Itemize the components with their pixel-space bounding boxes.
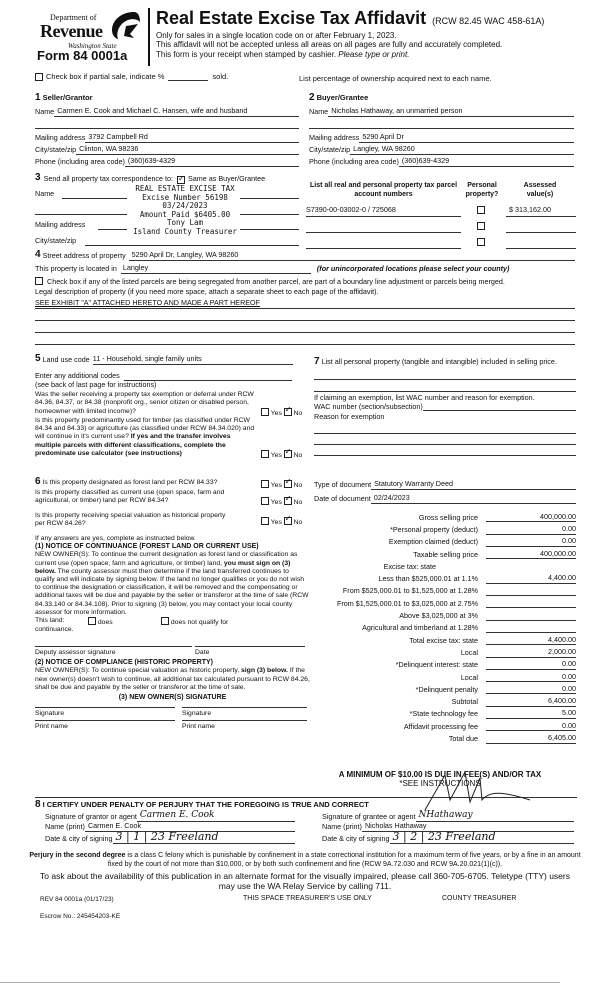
parcel-value-field[interactable]	[506, 238, 576, 249]
title-ref: (RCW 82.45 WAC 458-61A)	[432, 16, 545, 26]
dept-label: Department of	[50, 13, 97, 22]
tax-calculation	[264, 510, 584, 744]
tax-value[interactable]: 0.00	[486, 525, 576, 535]
grantor-signing	[45, 812, 295, 844]
stamp-line: Amount Paid $6405.00	[139, 209, 231, 219]
parcel-personal-checkbox[interactable]	[477, 206, 485, 214]
tax-label: Less than $525,000.01 at 1.1%	[378, 574, 478, 584]
yes-label: Yes	[270, 499, 282, 506]
segregated-label: Check box if any of the listed parcels are being segregated from another parcel, are part of a boundary line adjustment or parcels being merged.	[47, 277, 505, 286]
grantor-date-field[interactable]: 3 | 1 | 23 Freeland	[113, 830, 295, 844]
notice2-text-a: NEW OWNER(S): To continue special valuation as historic property,	[35, 667, 241, 675]
page-title: Real Estate Excise Tax Affidavit	[156, 8, 427, 28]
tax-label: Gross selling price	[418, 512, 478, 522]
section-1-number: 1	[35, 92, 41, 103]
section-6-number: 6	[35, 476, 41, 487]
section-2-number: 2	[309, 92, 315, 103]
header-note-2: This affidavit will not be accepted unless all areas on all pages are fully and accurately completed.	[156, 40, 503, 50]
tax-row	[264, 707, 584, 719]
tax-label: Affidavit processing fee	[403, 721, 478, 731]
land-use-code-field[interactable]: 11 - Household, single family units	[93, 355, 293, 365]
if-yes-note: If any answers are yes, complete as instructed below.	[35, 535, 196, 542]
buyer-city-field[interactable]: Langley, WA 98260	[350, 145, 574, 155]
grantor-date-label: Date & city of signing	[45, 834, 113, 844]
corr-name-line-2a[interactable]	[35, 214, 127, 215]
section-5-number: 5	[35, 353, 41, 364]
correspondence-label: Send all property tax correspondence to:	[43, 174, 174, 184]
partial-sale-checkbox[interactable]	[35, 73, 43, 81]
legal-label: Legal description of property (if you need more space, attach a separate sheet to each page of the affidavit).	[35, 286, 379, 296]
seller-phone-field[interactable]: (360)639-4329	[125, 157, 299, 167]
seller-mailing-field[interactable]: 3792 Campbell Rd	[85, 133, 299, 143]
land-use-section	[35, 354, 305, 458]
tax-row	[264, 658, 584, 670]
print-name-label: Print name	[35, 723, 68, 731]
street-label: Street address of property	[42, 251, 126, 261]
tax-row	[264, 584, 584, 596]
buyer-name-label: Name	[309, 107, 329, 117]
tax-row	[264, 535, 584, 547]
same-as-buyer-label: Same as Buyer/Grantee	[188, 174, 266, 184]
grantee-name-field[interactable]: Nicholas Hathaway	[362, 822, 574, 832]
does-not-qualify-checkbox[interactable]	[161, 617, 169, 625]
buyer-phone-label: Phone (including area code)	[309, 157, 399, 167]
seller-section	[35, 92, 299, 167]
tax-row	[264, 571, 584, 583]
tax-value[interactable]: 0.00	[486, 673, 576, 683]
tax-label: *State technology fee	[409, 709, 478, 719]
doc-date-label: Date of document	[314, 494, 371, 504]
tax-value[interactable]: 4,400.00	[486, 574, 576, 584]
located-label: This property is located in	[35, 264, 117, 274]
additional-codes-label: Enter any additional codes	[35, 371, 120, 380]
form-number: Form 84 0001a	[37, 48, 128, 63]
revision-label: REV 84 0001a (01/17/23)	[40, 896, 114, 903]
tax-value[interactable]: 6,405.00	[486, 734, 576, 744]
header-note-3: This form is your receipt when stamped by cashier.	[156, 49, 339, 59]
located-field[interactable]: Langley	[121, 264, 311, 274]
no-label: No	[293, 519, 303, 526]
grantee-name-label: Name (print)	[322, 822, 362, 832]
grantee-date-label: Date & city of signing	[322, 834, 390, 844]
no-label: No	[293, 482, 303, 489]
doc-type-field[interactable]: Statutory Warranty Deed	[371, 480, 576, 490]
notice1-text-bold: you must sign on (3) below.	[35, 559, 291, 575]
section-3-number: 3	[35, 172, 41, 183]
parcel-value-field[interactable]	[506, 222, 576, 233]
tax-value[interactable]: 400,000.00	[486, 550, 576, 560]
seller-name-line-2[interactable]	[35, 117, 299, 129]
tax-label: From $1,525,000.01 to $3,025,000 at 2.75%	[336, 598, 478, 608]
perjury-note	[25, 852, 585, 869]
tax-label: Local	[460, 647, 478, 657]
parcel-row	[306, 238, 576, 250]
tax-label: Subtotal	[451, 697, 478, 707]
parcels-col-number-header: List all real and personal property tax parcel account numbers	[309, 182, 458, 198]
personal-property-section	[314, 356, 576, 456]
deputy-date-label: Date	[195, 649, 210, 657]
notice1-text-c: The county assessor must then determine if the land transferred continues to qualify and will indicate by signing below. If the land no longer qualifies or you do not wish to continue the designation or classification, it will be removed and the compensating or additional taxes will be due and payable by the seller or transferor at the time of sale (RCW 84.33.140 or 84.34.108). Prior to signing (3) below, you may contact your local county assessor for more information.	[35, 567, 309, 616]
new-owner-signature-title: (3) NEW OWNER(S) SIGNATURE	[118, 694, 227, 702]
forest-q3: Is this property receiving special valuation as historical property per RCW 84.26?	[35, 512, 226, 528]
parcels-col-personal-header: Personal property?	[465, 182, 499, 198]
perjury-text: is a class C felony which is punishable by confinement in a state correctional institution for a maximum term of five years, or by a fine in an amount fixed by the court of not more than $10,000, or by both such confinement and fine (RCW 9A.72.030 and RCW 9A.20.021(1)(c)).	[107, 852, 581, 868]
located-note: (for unincorporated locations please select your county)	[316, 264, 510, 274]
buyer-phone-field[interactable]: (360)639-4329	[399, 157, 574, 167]
segregated-checkbox[interactable]	[35, 277, 43, 285]
print-name-label: Print name	[182, 723, 215, 731]
see-instructions-note: *SEE INSTRUCTIONS	[399, 779, 481, 788]
no-label: No	[293, 451, 303, 459]
does-qualify-checkbox[interactable]	[88, 617, 96, 625]
forest-q1-no-checkbox[interactable]	[284, 480, 292, 488]
tax-value[interactable]: 6,400.00	[486, 697, 576, 707]
stamp-line: REAL ESTATE EXCISE TAX	[135, 184, 235, 193]
owner-signature-field-1[interactable]	[35, 707, 175, 708]
same-as-buyer-checkbox[interactable]	[177, 176, 185, 184]
does-label: does	[97, 619, 113, 627]
header-note-3-italic: Please type or print.	[338, 49, 410, 59]
section-7-number: 7	[314, 356, 320, 367]
notice2-text-c: If the new owner(s) doesn't wish to continue, all additional tax calculated pursuant to RCW 84.26, shall be due and payable by the seller or transferor at the time of sale.	[35, 667, 310, 691]
seller-city-field[interactable]: Clinton, WA 98236	[76, 145, 299, 155]
tax-value[interactable]	[486, 632, 576, 633]
signature-label: Signature	[182, 710, 212, 718]
stamp-line: Excise Number 56198	[142, 192, 228, 202]
doc-date-field[interactable]: 02/24/2023	[371, 494, 576, 504]
tax-label: Taxable selling price	[413, 549, 478, 559]
header-divider	[148, 8, 150, 66]
deputy-signature-field[interactable]	[35, 646, 192, 647]
wac-field[interactable]	[423, 403, 576, 411]
timber-question-bold: If yes and the transfer involves multiple parcels with different classifications, complete the predominate use calculator (see instructions)	[35, 433, 231, 457]
treasurer-stamp	[115, 185, 255, 236]
tax-value[interactable]: 0.00	[486, 660, 576, 670]
escrow-number: Escrow No.: 245454203-KE	[40, 913, 121, 920]
tax-value[interactable]: 0.00	[486, 685, 576, 695]
wac-label: WAC number (section/subsection)	[314, 401, 423, 411]
tax-label: Local	[460, 672, 478, 682]
tax-row	[264, 621, 584, 633]
forest-q2-yes-checkbox[interactable]	[261, 497, 269, 505]
parcel-row	[306, 222, 576, 234]
tax-row	[264, 522, 584, 534]
seller-name-label: Name	[35, 107, 55, 117]
doc-type-label: Type of document	[314, 480, 372, 490]
partial-sale-percent-field[interactable]	[168, 73, 208, 81]
reason-label: Reason for exemption	[314, 412, 385, 422]
q1-yes-checkbox[interactable]	[261, 408, 269, 416]
tax-value[interactable]: 0.00	[486, 722, 576, 732]
parcel-number-field[interactable]	[306, 238, 461, 249]
tax-heading: Excise tax: state	[383, 561, 436, 571]
q2-no-checkbox[interactable]	[284, 450, 292, 458]
tax-label: Above $3,025,000 at 3%	[399, 611, 478, 621]
continuance-label: continuance.	[35, 626, 74, 634]
land-use-code-label: Land use code	[42, 355, 90, 365]
minimum-due-note: A MINIMUM OF $10.00 IS DUE IN FEE(S) AND/OR TAX	[338, 770, 542, 779]
grantee-signature-scribble-icon	[420, 770, 540, 815]
header-note-1: Only for sales in a single location code on or after February 1, 2023.	[156, 30, 397, 40]
legal-field-line-1[interactable]: SEE EXHIBIT "A" ATTACHED HERETO AND MADE A PART HEREOF	[35, 299, 575, 309]
partial-sale-label: Check box if partial sale, indicate %	[46, 72, 165, 81]
exemption-question: Was the seller receiving a property tax exemption or deferral under RCW 84.36, 84.37, or 84.38 (nonprofit org., senior citizen or disabled person, homeowner with limited income)?	[35, 391, 254, 415]
tax-label: From $525,000.01 to $1,525,000 at 1.28%	[342, 586, 478, 596]
property-section	[35, 250, 575, 345]
legal-field-line-2[interactable]	[35, 309, 575, 321]
perjury-bold: Perjury in the second degree	[29, 852, 126, 859]
document-info	[314, 480, 576, 504]
seller-title: Seller/Grantor	[42, 93, 93, 102]
yes-label: Yes	[270, 451, 282, 459]
no-label: No	[293, 499, 303, 506]
tax-row	[264, 694, 584, 706]
certify-title-row	[35, 799, 369, 811]
parcel-personal-checkbox[interactable]	[477, 238, 485, 246]
grantor-signature-field[interactable]: Carmen E. Cook	[137, 810, 295, 822]
tax-value[interactable]	[486, 607, 576, 608]
page-bottom-edge	[0, 982, 560, 983]
tax-value[interactable]: 5.00	[486, 709, 576, 719]
tax-row	[264, 608, 584, 620]
buyer-title: Buyer/Grantee	[316, 93, 369, 102]
section-8-number: 8	[35, 799, 41, 810]
no-label: No	[293, 410, 303, 418]
stamp-line: Island County Treasurer	[133, 226, 237, 236]
revenue-label: Revenue	[40, 21, 103, 41]
grantee-date-field[interactable]: 3 | 2 | 23 Freeland	[390, 830, 574, 844]
grantee-signing	[322, 812, 574, 844]
corr-city-field[interactable]	[85, 245, 299, 246]
tax-row	[264, 547, 584, 559]
personal-property-field-1[interactable]	[314, 368, 576, 380]
forest-q1-yes-checkbox[interactable]	[261, 480, 269, 488]
yes-label: Yes	[270, 482, 282, 489]
buyer-mailing-label: Mailing address	[309, 133, 360, 143]
parcel-number-field[interactable]: S7390-00-03002-0 / 725068	[306, 206, 461, 217]
section-4-number: 4	[35, 249, 41, 260]
parcel-personal-checkbox[interactable]	[477, 222, 485, 230]
notice1-text-a: NEW OWNER(S): To continue the current designation as forest land or classification as current use (open space, farm and agriculture, or timber) land,	[35, 551, 298, 567]
personal-property-label: List all personal property (tangible and intangible) included in selling price.	[321, 357, 557, 366]
buyer-mailing-field[interactable]: 5290 April Dr	[359, 133, 574, 143]
stamp-line: Tony Lam	[166, 218, 204, 227]
tax-value[interactable]: 4,400.00	[486, 636, 576, 646]
reason-field-2[interactable]	[314, 434, 576, 445]
timber-question: Is this property predominantly used for timber (as classified under RCW 84.34 and 84.33) or agriculture (as classified under RCW 84.34.020) and will continue in it's current use?	[35, 416, 255, 441]
tax-heading-row	[264, 559, 584, 571]
seller-name-field[interactable]: Carmen E. Cook and Michael C. Hansen, wife and husband	[54, 107, 299, 117]
forest-q1: Is this property designated as forest land per RCW 84.33?	[42, 479, 218, 486]
grantor-sig-label: Signature of grantor or agent	[45, 812, 137, 822]
grantee-sig-label: Signature of grantee or agent	[322, 812, 416, 822]
tax-value[interactable]: 2,000.00	[486, 648, 576, 658]
parcel-row	[306, 206, 576, 218]
grantor-name-label: Name (print)	[45, 822, 85, 832]
tax-row	[264, 510, 584, 522]
tax-row	[264, 596, 584, 608]
grantee-signature-field[interactable]: NHathaway	[416, 810, 574, 822]
tax-row	[264, 719, 584, 731]
notice-compliance-title: (2) NOTICE OF COMPLIANCE (HISTORIC PROPERTY)	[35, 659, 213, 667]
legal-field-line-3[interactable]	[35, 321, 575, 333]
q1-no-checkbox[interactable]	[284, 408, 292, 416]
tax-row	[264, 645, 584, 657]
tax-label: *Delinquent penalty	[415, 684, 478, 694]
state-label: Washington State	[68, 42, 117, 50]
accessibility-note: To ask about the availability of this publication in an alternate format for the visually impaired, please call 360-705-6705. Teletype (TTY) users may use the WA Relay Service by calling 711.	[40, 871, 570, 891]
forest-q2: Is this property classified as current use (open space, farm and agricultural, or timber) land per RCW 84.34?	[35, 489, 225, 505]
certify-title: I CERTIFY UNDER PENALTY OF PERJURY THAT THE FOREGOING IS TRUE AND CORRECT	[42, 800, 369, 809]
personal-property-field-2[interactable]	[314, 380, 576, 392]
this-land-label: This land:	[35, 617, 65, 625]
buyer-section	[309, 92, 574, 167]
signature-label: Signature	[35, 710, 65, 718]
parcels-col-value-header: Assessed value(s)	[523, 182, 557, 198]
exemption-label: If claiming an exemption, list WAC number and reason for exemption.	[314, 393, 535, 402]
parcel-number-field[interactable]	[306, 222, 461, 233]
buyer-city-label: City/state/zip	[309, 145, 351, 155]
seller-mailing-label: Mailing address	[35, 133, 86, 143]
tax-value[interactable]: 400,000.00	[486, 513, 576, 523]
partial-sale-sold-label: sold.	[212, 72, 229, 81]
street-field[interactable]: 5290 April Dr, Langley, WA 98260	[129, 251, 575, 261]
stamp-line: 03/24/2023	[162, 201, 208, 210]
tax-value[interactable]	[486, 595, 576, 596]
tax-row	[264, 670, 584, 682]
additional-codes-note: (see back of last page for instructions)	[35, 379, 157, 389]
parcel-value-field[interactable]: $ 313,162.00	[506, 206, 576, 217]
tax-row	[264, 682, 584, 694]
tax-row-total	[264, 731, 584, 743]
county-treasurer-label: COUNTY TREASURER	[442, 895, 517, 902]
yes-label: Yes	[270, 410, 282, 418]
treasurer-use-label: THIS SPACE TREASURER'S USE ONLY	[243, 895, 372, 902]
corr-city-label: City/state/zip	[35, 236, 77, 245]
forest-q2-no-checkbox[interactable]	[284, 497, 292, 505]
tax-label: *Personal property (deduct)	[390, 524, 478, 534]
grantor-name-field[interactable]: Carmen E. Cook	[85, 822, 295, 832]
deputy-signature-label: Deputy assessor signature	[35, 649, 116, 657]
seller-city-label: City/state/zip	[35, 145, 77, 155]
dor-swoosh-icon	[108, 10, 144, 40]
notice2-text-bold: sign (3) below.	[241, 667, 288, 675]
reason-field-1[interactable]	[314, 422, 576, 434]
correspondence-section	[35, 172, 299, 245]
owner-print-name-field-1[interactable]	[35, 720, 175, 721]
notice-continuance-title: (1) NOTICE OF CONTINUANCE (FOREST LAND OR CURRENT USE)	[35, 543, 259, 551]
seller-phone-label: Phone (including area code)	[35, 157, 125, 167]
tax-row	[264, 633, 584, 645]
reason-field-3[interactable]	[314, 445, 576, 456]
tax-label: Total due	[448, 734, 478, 743]
q2-yes-checkbox[interactable]	[261, 450, 269, 458]
yes-label: Yes	[270, 519, 282, 526]
buyer-name-line-2[interactable]	[309, 117, 574, 129]
does-not-label: does not qualify for	[170, 619, 229, 627]
corr-name-label: Name	[35, 189, 55, 198]
tax-label: *Delinquent interest: state	[395, 660, 478, 670]
legal-field-line-4[interactable]	[35, 333, 575, 345]
tax-label: Total excise tax: state	[409, 635, 478, 645]
buyer-name-field[interactable]: Nicholas Hathaway, an unmarried person	[328, 107, 574, 117]
tax-label: Exemption claimed (deduct)	[388, 537, 478, 547]
corr-mailing-label: Mailing address	[35, 220, 86, 229]
ownership-note: List percentage of ownership acquired next to each name.	[299, 74, 492, 83]
tax-label: Agricultural and timberland at 1.28%	[362, 623, 478, 633]
tax-value[interactable]	[486, 620, 576, 621]
tax-value[interactable]: 0.00	[486, 537, 576, 547]
